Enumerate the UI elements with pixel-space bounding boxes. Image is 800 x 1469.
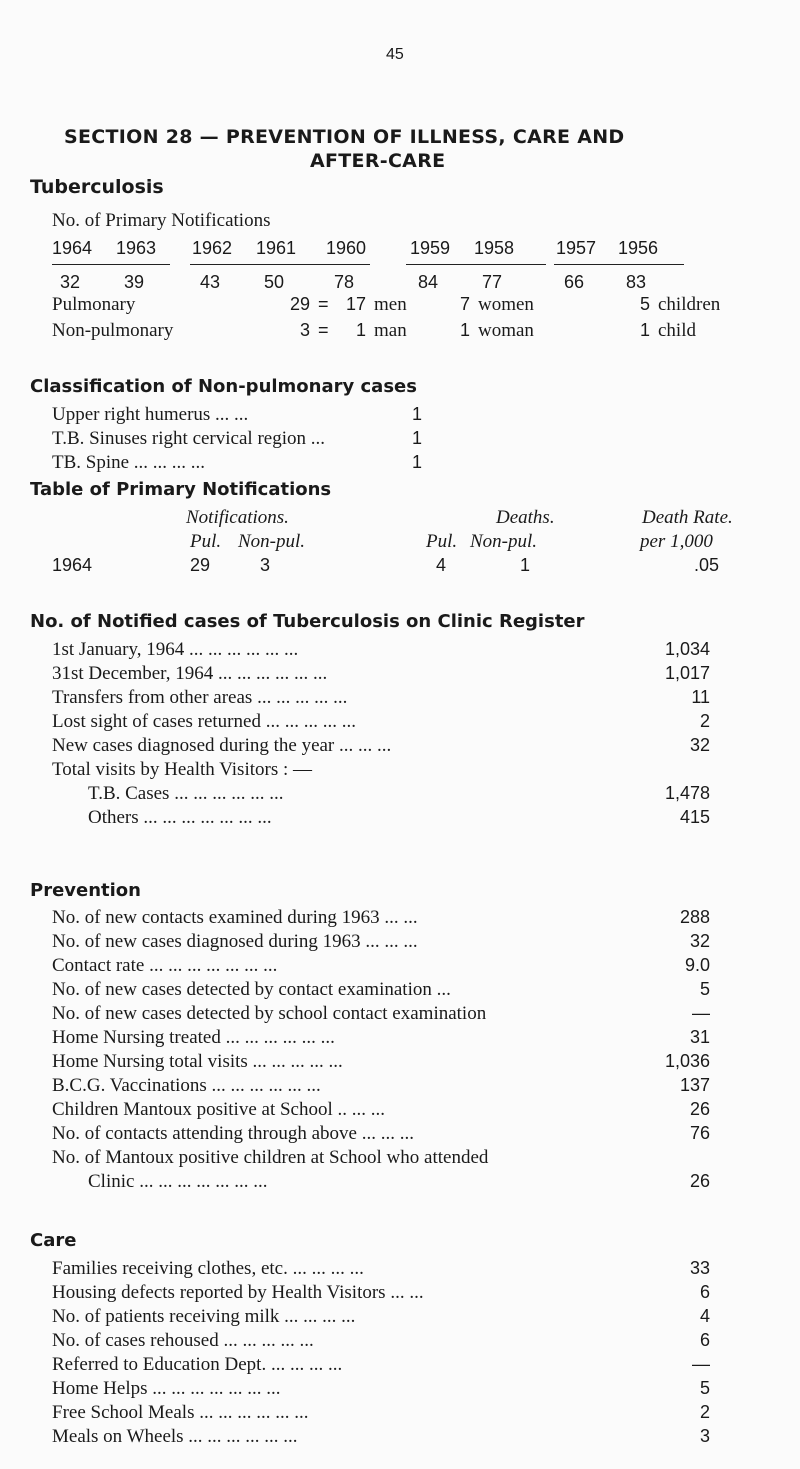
year-label: 1957 — [556, 238, 597, 258]
item-label: No. of new cases diagnosed during 1963 ... ... ... — [52, 931, 418, 952]
year-value: 78 — [334, 272, 355, 292]
list-item — [0, 1003, 800, 1029]
item-value: 5 — [699, 1378, 710, 1398]
item-value: 2 — [699, 1402, 710, 1422]
pulmonary-children-label: children — [658, 294, 721, 315]
year-value: 84 — [418, 272, 439, 292]
year-label: 1958 — [474, 238, 515, 258]
item-value: 5 — [699, 979, 710, 999]
deaths-column-label: Deaths. — [496, 507, 555, 528]
nonpulmonary-men-count: 1 — [355, 320, 366, 340]
list-item — [0, 1258, 800, 1284]
list-item — [0, 1330, 800, 1356]
year-value: 32 — [60, 272, 81, 292]
nonpulmonary-children-count: 1 — [639, 320, 650, 340]
item-value: — — [692, 1003, 710, 1023]
list-item — [0, 979, 800, 1005]
nonpulmonary-men-label: man — [374, 320, 407, 341]
column-group-rule — [554, 264, 684, 265]
list-item — [0, 1378, 800, 1404]
item-label: Home Nursing treated ... ... ... ... ... ... — [52, 1027, 335, 1048]
section-title: SECTION 28 — PREVENTION OF ILLNESS, CARE AND — [64, 126, 625, 148]
item-label: 31st December, 1964 ... ... ... ... ... ... — [52, 663, 328, 684]
year-value: 50 — [264, 272, 285, 292]
item-label: Transfers from other areas ... ... ... ... ... — [52, 687, 348, 708]
column-group-rule — [406, 264, 546, 265]
item-label: Home Nursing total visits ... ... ... ... ... — [52, 1051, 343, 1072]
list-item — [0, 639, 800, 665]
list-item — [0, 1147, 800, 1173]
list-item — [0, 735, 800, 761]
year-value: 77 — [482, 272, 503, 292]
item-value: 1,017 — [664, 663, 710, 683]
item-label: No. of Mantoux positive children at School who attended — [52, 1147, 489, 1168]
item-value: — — [692, 1354, 710, 1374]
item-label: TB. Spine ... ... ... ... — [52, 452, 206, 473]
item-label: Upper right humerus ... ... — [52, 404, 249, 425]
item-value: 137 — [679, 1075, 710, 1095]
item-value: 32 — [689, 931, 710, 951]
list-item — [0, 807, 800, 833]
notifications-nonpul-label: Non-pul. — [238, 531, 306, 552]
item-value: 2 — [699, 711, 710, 731]
item-value: 32 — [689, 735, 710, 755]
item-value: 76 — [689, 1123, 710, 1143]
item-label: New cases diagnosed during the year ... ... ... — [52, 735, 392, 756]
nonpulmonary-equals: = — [318, 320, 329, 340]
notifications-pul-value: 29 — [190, 555, 211, 575]
notifications-pul-label: Pul. — [190, 531, 222, 552]
section-title-continued: AFTER-CARE — [310, 150, 446, 172]
nonpulmonary-women-label: woman — [478, 320, 534, 341]
item-value: 415 — [679, 807, 710, 827]
deaths-nonpul-label: Non-pul. — [470, 531, 538, 552]
item-label: Others ... ... ... ... ... ... ... — [88, 807, 272, 828]
pulmonary-total: 29 — [289, 294, 310, 314]
item-label: Meals on Wheels ... ... ... ... ... ... — [52, 1426, 298, 1447]
nonpulmonary-label: Non-pulmonary — [52, 320, 174, 341]
item-label: Home Helps ... ... ... ... ... ... ... — [52, 1378, 281, 1399]
list-item — [0, 663, 800, 689]
list-item — [0, 452, 800, 478]
item-label: Children Mantoux positive at School .. ... ... — [52, 1099, 386, 1120]
deaths-nonpul-value: 1 — [520, 555, 531, 575]
pulmonary-women-count: 7 — [459, 294, 470, 314]
item-label: Families receiving clothes, etc. ... ... ... ... — [52, 1258, 364, 1279]
pulmonary-men-count: 17 — [345, 294, 366, 314]
item-value: 11 — [691, 687, 710, 707]
item-value: 1,478 — [664, 783, 710, 803]
item-label: No. of new cases detected by contact examination ... — [52, 979, 451, 1000]
item-value: 26 — [689, 1171, 710, 1191]
item-value: 1,036 — [664, 1051, 710, 1071]
item-value: 9.0 — [684, 955, 710, 975]
list-item — [0, 1123, 800, 1149]
nonpulmonary-women-count: 1 — [459, 320, 470, 340]
pulmonary-children-count: 5 — [639, 294, 650, 314]
list-item — [0, 1051, 800, 1077]
column-group-rule — [52, 264, 170, 265]
item-label: Contact rate ... ... ... ... ... ... ... — [52, 955, 278, 976]
item-label: No. of new cases detected by school contact examination — [52, 1003, 487, 1024]
nonpulmonary-total: 3 — [299, 320, 310, 340]
item-label: Referred to Education Dept. ... ... ... ... — [52, 1354, 343, 1375]
notifications-caption: No. of Primary Notifications — [52, 210, 271, 231]
year-label: 1964 — [52, 238, 93, 258]
year-value: 39 — [124, 272, 145, 292]
death-rate-column-label: Death Rate. — [642, 507, 733, 528]
list-item — [0, 1282, 800, 1308]
deaths-pul-label: Pul. — [426, 531, 458, 552]
list-item — [0, 1426, 800, 1452]
item-label: No. of cases rehoused ... ... ... ... ... — [52, 1330, 314, 1351]
year-value: 66 — [564, 272, 585, 292]
list-item — [0, 783, 800, 809]
year-label: 1962 — [192, 238, 233, 258]
tuberculosis-heading: Tuberculosis — [30, 176, 164, 198]
item-label: Lost sight of cases returned ... ... ... ... ... — [52, 711, 356, 732]
pulmonary-women-label: women — [478, 294, 534, 315]
table-year: 1964 — [52, 555, 93, 575]
list-item — [0, 687, 800, 713]
item-value: 6 — [699, 1330, 710, 1350]
death-rate-value: .05 — [694, 555, 720, 575]
register-heading: No. of Notified cases of Tuberculosis on Clinic Register — [30, 611, 585, 632]
item-value: 1,034 — [664, 639, 710, 659]
list-item — [0, 404, 800, 430]
list-item — [0, 711, 800, 737]
year-label: 1959 — [410, 238, 451, 258]
list-item — [0, 1402, 800, 1428]
year-label: 1956 — [618, 238, 659, 258]
item-value: 4 — [699, 1306, 710, 1326]
pulmonary-label: Pulmonary — [52, 294, 136, 315]
notifications-column-label: Notifications. — [186, 507, 289, 528]
item-label: B.C.G. Vaccinations ... ... ... ... ... ... — [52, 1075, 321, 1096]
pulmonary-men-label: men — [374, 294, 407, 315]
list-item — [0, 1354, 800, 1380]
list-item — [0, 1099, 800, 1125]
list-item — [0, 759, 800, 785]
item-label: No. of new contacts examined during 1963 ... ... — [52, 907, 418, 928]
prevention-heading: Prevention — [30, 880, 141, 901]
per-1000-label: per 1,000 — [640, 531, 713, 552]
item-label: Clinic ... ... ... ... ... ... ... — [88, 1171, 268, 1192]
year-value: 43 — [200, 272, 221, 292]
item-value: 31 — [689, 1027, 710, 1047]
year-value: 83 — [626, 272, 647, 292]
item-value: 26 — [689, 1099, 710, 1119]
year-label: 1963 — [116, 238, 157, 258]
item-value: 3 — [699, 1426, 710, 1446]
year-label: 1960 — [326, 238, 367, 258]
page-number: 45 — [386, 46, 404, 63]
item-value: 6 — [699, 1282, 710, 1302]
pulmonary-equals: = — [318, 294, 329, 314]
list-item — [0, 907, 800, 933]
list-item — [0, 955, 800, 981]
item-value: 1 — [411, 452, 422, 472]
item-label: Housing defects reported by Health Visitors ... ... — [52, 1282, 424, 1303]
list-item — [0, 1027, 800, 1053]
list-item — [0, 931, 800, 957]
item-value: 33 — [689, 1258, 710, 1278]
item-label: Free School Meals ... ... ... ... ... ... — [52, 1402, 309, 1423]
nonpulmonary-children-label: child — [658, 320, 696, 341]
item-label: T.B. Cases ... ... ... ... ... ... — [88, 783, 284, 804]
item-label: 1st January, 1964 ... ... ... ... ... ... — [52, 639, 299, 660]
list-item — [0, 428, 800, 454]
table-primary-heading: Table of Primary Notifications — [30, 479, 332, 500]
item-label: No. of contacts attending through above ... ... ... — [52, 1123, 414, 1144]
item-value: 288 — [679, 907, 710, 927]
item-value: 1 — [411, 428, 422, 448]
year-label: 1961 — [256, 238, 297, 258]
item-label: Total visits by Health Visitors : — — [52, 759, 313, 780]
item-label: No. of patients receiving milk ... ... ... ... — [52, 1306, 356, 1327]
notifications-nonpul-value: 3 — [260, 555, 271, 575]
list-item — [0, 1075, 800, 1101]
item-value: 1 — [411, 404, 422, 424]
care-heading: Care — [30, 1230, 77, 1251]
column-group-rule — [190, 264, 370, 265]
deaths-pul-value: 4 — [436, 555, 447, 575]
item-label: T.B. Sinuses right cervical region ... — [52, 428, 325, 449]
list-item — [0, 1306, 800, 1332]
list-item — [0, 1171, 800, 1197]
classification-heading: Classification of Non-pulmonary cases — [30, 376, 417, 397]
